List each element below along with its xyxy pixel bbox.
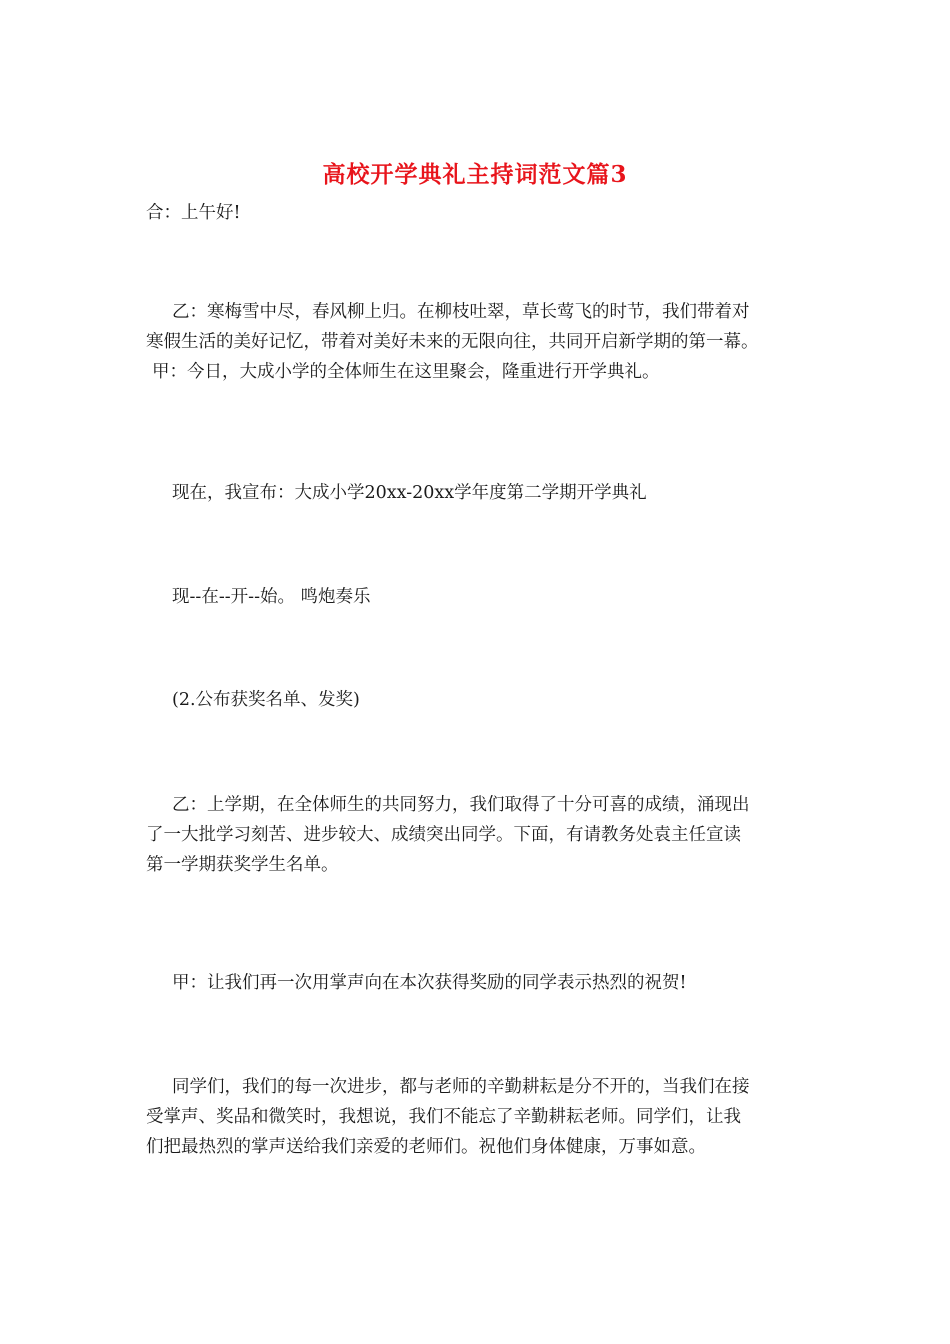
paragraph-line: 同学们，我们的每一次进步，都与老师的辛勤耕耘是分不开的，当我们在接 bbox=[172, 1077, 750, 1097]
paragraph-line: 乙：上学期，在全体师生的共同努力，我们取得了十分可喜的成绩，涌现出 bbox=[172, 795, 750, 815]
paragraph-achievements bbox=[146, 790, 816, 880]
document-title: 高校开学典礼主持词范文篇3 bbox=[322, 161, 628, 188]
greeting-paragraph bbox=[146, 198, 816, 228]
paragraph-line: 乙：寒梅雪中尽，春风柳上归。在柳枝吐翠，草长莺飞的时节，我们带着对 bbox=[172, 302, 750, 322]
paragraph-awards-note bbox=[146, 685, 816, 715]
paragraph-line: (2.公布获奖名单、发奖) bbox=[172, 690, 360, 710]
paragraph-line: 甲：今日，大成小学的全体师生在这里聚会，隆重进行开学典礼。 bbox=[152, 362, 660, 382]
paragraph-teachers bbox=[146, 1072, 816, 1162]
paragraph-line: 现在，我宣布：大成小学20xx-20xx学年度第二学期开学典礼 bbox=[172, 483, 647, 503]
paragraph-line: 们把最热烈的掌声送给我们亲爱的老师们。祝他们身体健康，万事如意。 bbox=[146, 1137, 706, 1157]
paragraph-line: 寒假生活的美好记忆，带着对美好未来的无限向往，共同开启新学期的第一幕。 bbox=[146, 332, 759, 352]
paragraph-line: 甲：让我们再一次用掌声向在本次获得奖励的同学表示热烈的祝贺! bbox=[172, 973, 687, 993]
paragraph-announcement bbox=[146, 478, 816, 508]
paragraph-congratulations bbox=[146, 968, 816, 998]
greeting-line: 合：上午好! bbox=[146, 203, 241, 223]
paragraph-line: 受掌声、奖品和微笑时，我想说，我们不能忘了辛勤耕耘老师。同学们，让我 bbox=[146, 1107, 741, 1127]
paragraph-line: 第一学期获奖学生名单。 bbox=[146, 855, 339, 875]
paragraph-start bbox=[146, 582, 816, 612]
paragraph-line: 了一大批学习刻苦、进步较大、成绩突出同学。下面，有请教务处袁主任宣读 bbox=[146, 825, 741, 845]
paragraph-line: 现--在--开--始。 鸣炮奏乐 bbox=[172, 587, 371, 607]
paragraph-opening bbox=[146, 297, 816, 387]
